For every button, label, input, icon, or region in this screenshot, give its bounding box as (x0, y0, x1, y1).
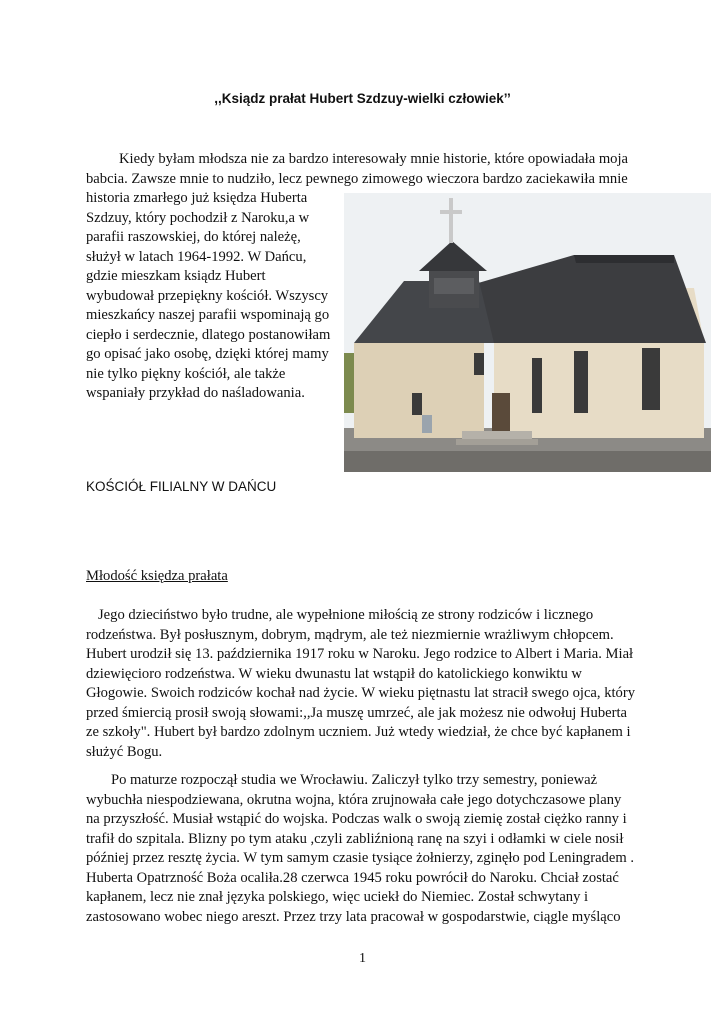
text-line: Szdzuy, który pochodził z Naroku,a w (86, 209, 310, 226)
text-line: służyć Bogu. (86, 743, 163, 760)
text-line: później przez resztę życia. W tym samym czasie tysiące żołnierzy, zginęło pod Leningradem . (86, 850, 634, 866)
text-line: Kiedy byłam młodsza nie za bardzo interesowały mnie historie, które opowiadała moja (119, 151, 628, 167)
section-paragraph-1 (86, 606, 656, 762)
text-line: rodzeństwa. Był posłusznym, dobrym, mądrym, ale też niezmiernie wrażliwym chłopcem. (86, 626, 614, 643)
document-title: ,,Ksiądz prałat Hubert Szdzuy-wielki człowiek’’ (214, 91, 511, 106)
text-line: wspaniały przykład do naśladowania. (86, 385, 305, 401)
intro-wrapped-text (86, 189, 348, 404)
text-line: ze szkoły". Hubert był bardzo zdolnym uczniem. Już wtedy wiedział, że chce być kapłanem i (86, 724, 631, 740)
page-number: 1 (359, 951, 366, 966)
text-line: Po maturze rozpoczął studia we Wrocławiu. Zaliczył tylko trzy semestry, ponieważ (111, 772, 598, 788)
text-line: zastosowano wobec niego areszt. Przez trzy lata pracował w gospodarstwie, ciągle myśląco (86, 908, 621, 925)
text-line: gdzie mieszkam ksiądz Hubert (86, 268, 266, 284)
text-line: wybuchła niespodziewana, okrutna wojna, która zrujnowała całe jego dotychczasowe plany (86, 791, 622, 808)
church-photo (344, 193, 711, 472)
section-heading: Młodość księdza prałata (86, 568, 228, 584)
text-line: Jego dzieciństwo było trudne, ale wypełnione miłością ze strony rodziców i licznego (98, 607, 594, 623)
section-paragraph-2 (86, 771, 656, 927)
text-line: służył w latach 1964-1992. W Dańcu, (86, 248, 307, 265)
text-line: kapłanem, lecz nie znał języka polskiego, więc uciekł do Niemiec. Został schwytany i (86, 889, 589, 905)
text-line: trafił do szpitala. Blizny po tym ataku ,czyli zabliźnioną ranę na szyi i odłamki w ciele nosił (86, 830, 624, 847)
intro-paragraph (86, 150, 646, 189)
text-line: ciepło i serdecznie, dlatego postanowiłam (86, 326, 331, 343)
text-line: dziewięcioro rodzeństwa. W wieku dwunastu lat wstąpił do katolickiego konwiktu w (86, 665, 582, 682)
text-line: babcia. Zawsze mnie to nudziło, lecz pewnego zimowego wieczora bardzo zaciekawiła mnie (86, 170, 628, 187)
text-line: na przyszłość. Musiał wstąpić do wojska. Podczas walk o swoją ziemię został ciężko ranny i (86, 811, 627, 827)
text-line: przed śmiercią prosił swoją słowami:,,Ja muszę umrzeć, ale jak możesz nie odwołuj Huberta (86, 704, 628, 721)
text-line: parafii raszowskiej, do której należę, (86, 229, 301, 245)
text-line: mieszkańcy naszej parafii wspominają go (86, 307, 330, 323)
text-line: wybudował przepiękny kościół. Wszyscy (86, 287, 329, 304)
text-line: Hubert urodził się 13. października 1917 roku w Naroku. Jego rodzice to Albert i Maria. Miał (86, 646, 634, 662)
text-line: go opisać jako osobę, dzięki której mamy (86, 346, 329, 362)
photo-caption: KOŚCIÓŁ FILIALNY W DAŃCU (86, 479, 277, 494)
text-line: historia zmarłego już księdza Huberta (86, 190, 308, 206)
text-line: Huberta Opatrzność Boża ocaliła.28 czerwca 1945 roku powrócił do Naroku. Chciał zostać (86, 869, 619, 886)
text-line: nie tylko piękny kościół, ale także (86, 365, 286, 382)
text-line: Głogowie. Swoich rodziców kochał nad życie. W wieku piętnastu lat stracił swego ojca, który (86, 685, 636, 701)
